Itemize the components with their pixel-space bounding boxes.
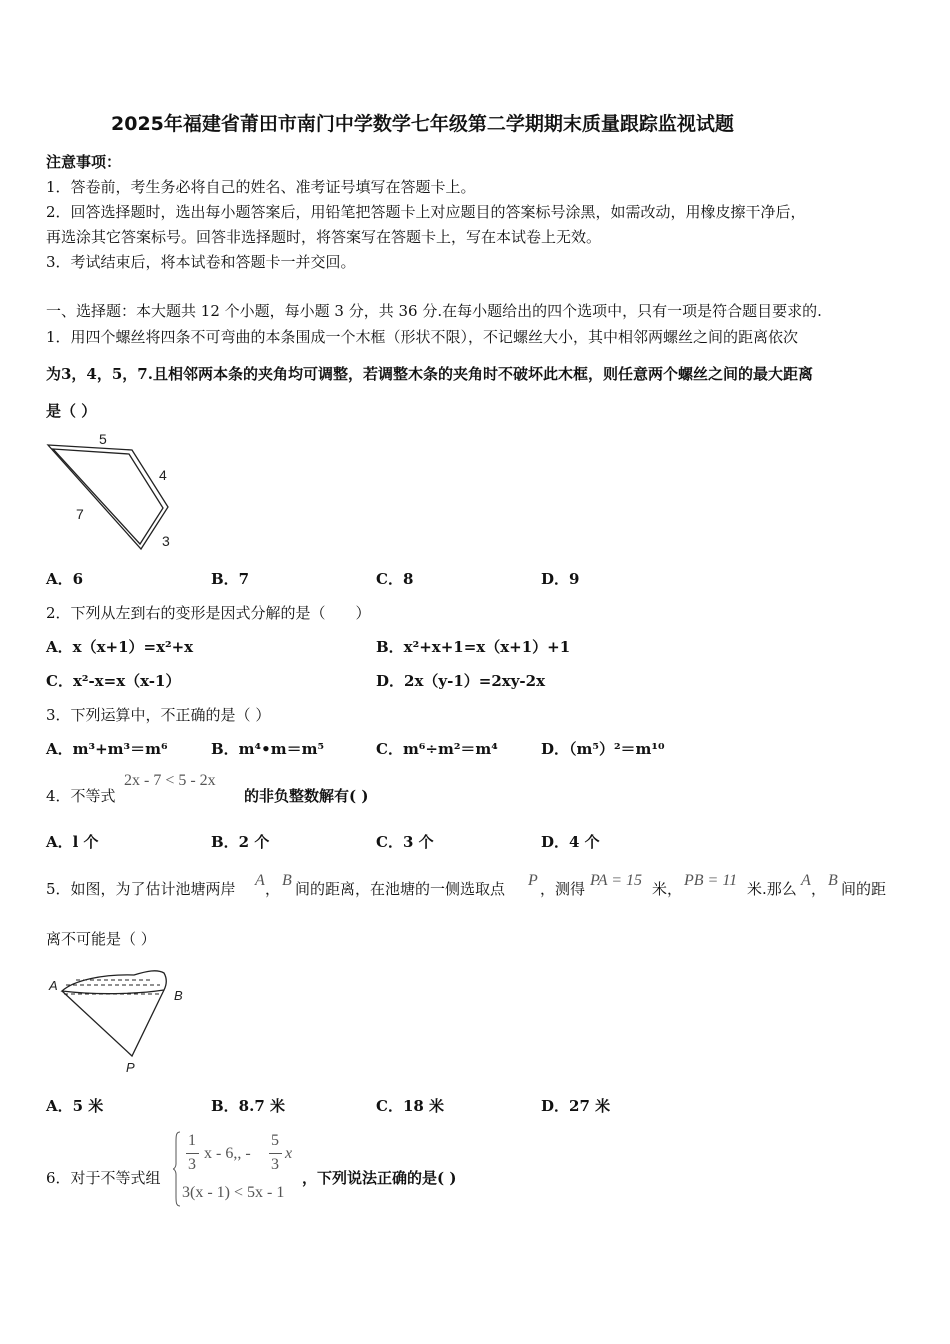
q2-option-c[interactable]: C．x²-x=x（x-1） <box>46 672 181 690</box>
q1-label-4: 4 <box>159 467 167 483</box>
q5-point-b: B <box>282 872 292 889</box>
q5-point-a: A <box>255 872 265 889</box>
q5-text-1: 5．如图，为了估计池塘两岸 <box>46 880 236 898</box>
q6-prefix: 6．对于不等式组 <box>46 1169 161 1187</box>
q1-line-1: 1．用四个螺丝将四条不可弯曲的本条围成一个木框（形状不限），不记螺丝大小，其中相邻两螺丝之间的距离依次 <box>46 328 799 346</box>
notice-item-1: 1．答卷前，考生务必将自己的姓名、准考证号填写在答题卡上。 <box>46 178 476 196</box>
notice-item-3: 3．考试结束后，将本试卷和答题卡一并交回。 <box>46 253 356 271</box>
q6-frac1-bar <box>186 1153 199 1154</box>
q5-label-p: P <box>126 1060 135 1075</box>
q4-option-b[interactable]: B．2 个 <box>211 833 270 851</box>
q6-frac2-bar <box>269 1153 282 1154</box>
q2-option-d[interactable]: D．2x（y-1）=2xy-2x <box>376 672 546 690</box>
q1-line-2: 为3，4，5，7.且相邻两本条的夹角均可调整，若调整木条的夹角时不破坏此木框，则任意两个螺丝之间的最大距离 <box>46 365 813 383</box>
notice-item-2b: 再选涂其它答案标号。回答非选择题时，将答案写在答题卡上，写在本试卷上无效。 <box>46 228 602 246</box>
q1-line-3: 是（ ） <box>46 402 97 420</box>
q5-line-2: 离不可能是（ ） <box>46 930 156 948</box>
section-heading: 一、选择题：本大题共 12 个小题，每小题 3 分，共 36 分.在每小题给出的四个选项中，只有一项是符合题目要求的. <box>46 302 822 320</box>
q1-option-c[interactable]: C．8 <box>376 570 414 588</box>
q6-second-inequality: 3(x - 1) < 5x - 1 <box>182 1184 285 1201</box>
q4-option-a[interactable]: A．l 个 <box>46 833 99 851</box>
q6-middle-expression: x - 6,, - <box>204 1145 251 1162</box>
q6-brace <box>172 1130 182 1208</box>
q6-tail-variable: x <box>285 1145 293 1162</box>
notice-item-2a: 2．回答选择题时，选出每小题答案后，用铅笔把答题卡上对应题目的答案标号涂黑，如需改动，用橡皮擦干净后， <box>46 203 806 221</box>
q5-point-p: P <box>528 872 538 889</box>
q5-label-b: B <box>174 988 183 1003</box>
q5-option-c[interactable]: C．18 米 <box>376 1097 445 1115</box>
q5-text-5: 米.那么 <box>747 880 797 898</box>
q3-option-c[interactable]: C．m⁶÷m²＝m⁴ <box>376 740 498 758</box>
q3-option-b[interactable]: B．m⁴•m＝m⁵ <box>211 740 325 758</box>
q4-inequality: 2x - 7 < 5 - 2x <box>124 772 216 789</box>
q5-pb-length: PB = 11 <box>684 872 738 889</box>
q3-stem: 3．下列运算中，不正确的是（ ） <box>46 706 271 724</box>
q2-option-b[interactable]: B．x²+x+1=x（x+1）+1 <box>376 638 571 656</box>
q2-stem: 2．下列从左到右的变形是因式分解的是（ ） <box>46 604 371 622</box>
q5-text-4: 米， <box>652 880 683 898</box>
q5-text-3: ，测得 <box>540 880 586 898</box>
q5-option-d[interactable]: D．27 米 <box>541 1097 611 1115</box>
q4-suffix: 的非负整数解有( ) <box>244 787 369 805</box>
q3-option-d[interactable]: D．（m⁵）²＝m¹⁰ <box>541 740 665 758</box>
q5-point-b-2: B <box>828 872 838 889</box>
q5-label-a: A <box>49 978 58 993</box>
q3-option-a[interactable]: A．m³+m³＝m⁶ <box>46 740 168 758</box>
q5-text-2: 间的距离，在池塘的一侧选取点 <box>295 880 506 898</box>
q6-frac2-denominator: 3 <box>271 1156 279 1173</box>
q2-option-a[interactable]: A．x（x+1）=x²+x <box>46 638 194 656</box>
page-title: 2025年福建省莆田市南门中学数学七年级第二学期期末质量跟踪监视试题 <box>111 113 734 135</box>
q6-frac1-numerator: 1 <box>188 1132 196 1149</box>
q1-wooden-frame-figure <box>40 428 190 558</box>
q6-frac2-numerator: 5 <box>271 1132 279 1149</box>
q5-point-a-2: A <box>801 872 811 889</box>
q5-comma-2: ， <box>811 880 827 898</box>
q5-option-b[interactable]: B．8.7 米 <box>211 1097 285 1115</box>
q1-label-3: 3 <box>162 533 170 549</box>
q5-option-a[interactable]: A．5 米 <box>46 1097 104 1115</box>
q1-option-b[interactable]: B．7 <box>211 570 250 588</box>
q4-option-d[interactable]: D．4 个 <box>541 833 600 851</box>
q6-suffix: ，下列说法正确的是( ) <box>302 1169 457 1187</box>
q4-option-c[interactable]: C．3 个 <box>376 833 434 851</box>
q1-option-a[interactable]: A．6 <box>46 570 84 588</box>
q6-frac1-denominator: 3 <box>188 1156 196 1173</box>
q1-option-d[interactable]: D．9 <box>541 570 580 588</box>
q5-comma-1: ， <box>265 880 281 898</box>
q1-label-7: 7 <box>76 506 84 522</box>
q5-pa-length: PA = 15 <box>590 872 642 889</box>
q4-prefix: 4．不等式 <box>46 787 116 805</box>
q5-pond-figure <box>44 966 194 1078</box>
q5-text-6: 间的距 <box>841 880 887 898</box>
q1-label-5: 5 <box>99 431 107 447</box>
notice-heading: 注意事项： <box>46 153 122 171</box>
